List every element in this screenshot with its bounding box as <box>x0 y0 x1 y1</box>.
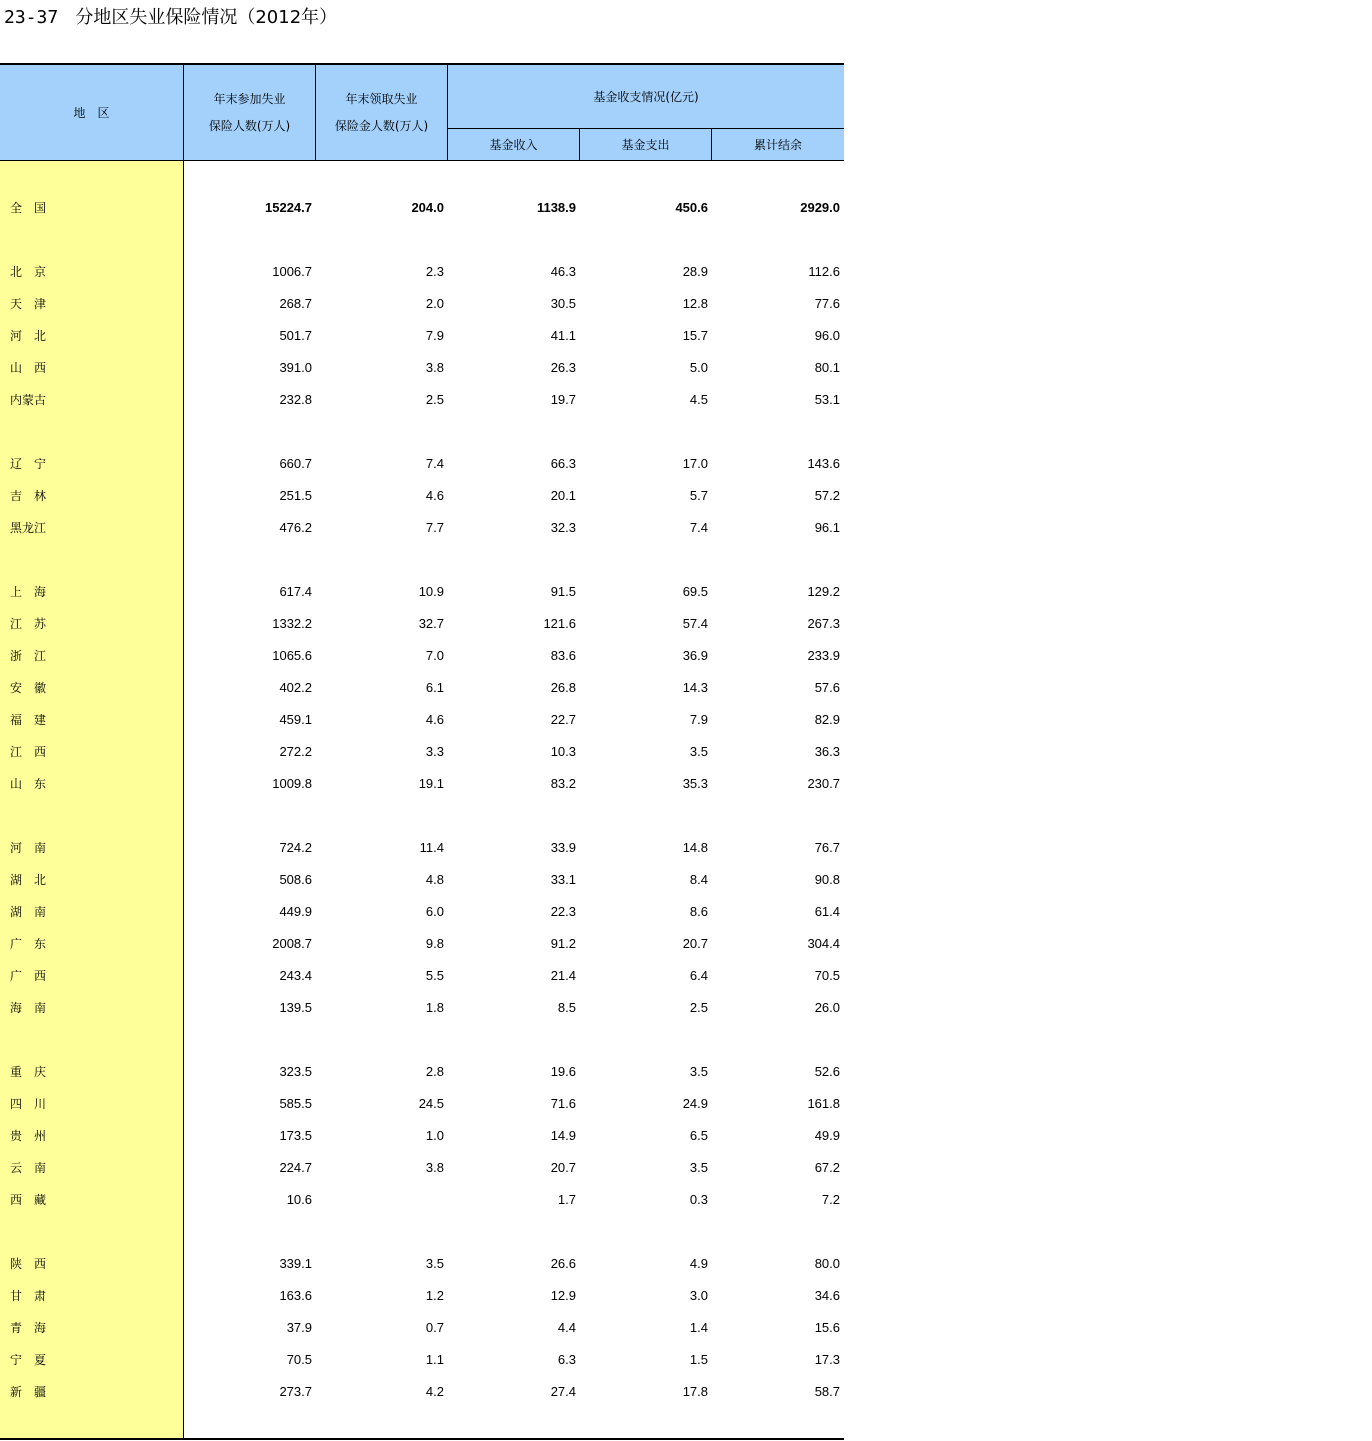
expense-cell: 8.6 <box>689 904 708 919</box>
balance-cell: 26.0 <box>814 1000 840 1015</box>
balance-cell: 49.9 <box>814 1128 840 1143</box>
insured-cell: 1065.6 <box>272 648 312 663</box>
header-region-label: 地 区 <box>73 106 110 120</box>
header-fund-group <box>448 65 844 128</box>
region-cell: 四 川 <box>10 1097 47 1111</box>
expense-cell: 5.0 <box>689 360 708 375</box>
table-row <box>0 896 844 928</box>
income-cell: 6.3 <box>557 1352 576 1367</box>
recipients-cell: 10.9 <box>418 584 444 599</box>
recipients-cell: 19.1 <box>418 776 444 791</box>
expense-cell: 1.5 <box>689 1352 708 1367</box>
balance-cell: 17.3 <box>814 1352 840 1367</box>
expense-cell: 5.7 <box>689 488 708 503</box>
insured-cell: 15224.7 <box>265 200 312 215</box>
expense-cell: 12.8 <box>682 296 708 311</box>
income-cell: 46.3 <box>550 264 576 279</box>
expense-cell: 28.9 <box>682 264 708 279</box>
balance-cell: 96.0 <box>814 328 840 343</box>
insured-cell: 163.6 <box>279 1288 312 1303</box>
income-cell: 20.7 <box>550 1160 576 1175</box>
insured-cell: 139.5 <box>279 1000 312 1015</box>
expense-cell: 0.3 <box>689 1192 708 1207</box>
insured-cell: 243.4 <box>279 968 312 983</box>
balance-cell: 76.7 <box>814 840 840 855</box>
expense-cell: 6.4 <box>689 968 708 983</box>
header-divider <box>711 128 712 160</box>
balance-cell: 96.1 <box>814 520 840 535</box>
recipients-cell: 3.5 <box>425 1256 444 1271</box>
expense-cell: 69.5 <box>682 584 708 599</box>
insured-cell: 224.7 <box>279 1160 312 1175</box>
recipients-cell: 2.5 <box>425 392 444 407</box>
balance-cell: 80.0 <box>814 1256 840 1271</box>
income-cell: 22.3 <box>550 904 576 919</box>
income-cell: 19.7 <box>550 392 576 407</box>
header-divider <box>315 65 316 160</box>
header-recipients-line2: 保险金人数(万人) <box>334 118 429 133</box>
region-cell: 安 徽 <box>10 681 47 695</box>
region-cell: 山 西 <box>10 361 47 375</box>
header-recipients-line1: 年末领取失业 <box>345 91 418 106</box>
header-divider <box>183 65 184 160</box>
header-fund-income <box>448 129 579 160</box>
balance-cell: 143.6 <box>807 456 840 471</box>
income-cell: 21.4 <box>550 968 576 983</box>
header-region <box>0 65 183 160</box>
balance-cell: 36.3 <box>814 744 840 759</box>
region-cell: 山 东 <box>10 777 47 791</box>
insured-cell: 1006.7 <box>272 264 312 279</box>
table-bottom-rule <box>0 1438 844 1440</box>
insured-cell: 268.7 <box>279 296 312 311</box>
recipients-cell: 4.8 <box>425 872 444 887</box>
recipients-cell: 11.4 <box>419 840 444 855</box>
expense-cell: 24.9 <box>682 1096 708 1111</box>
balance-cell: 77.6 <box>814 296 840 311</box>
expense-cell: 2.5 <box>689 1000 708 1015</box>
region-cell: 广 东 <box>10 937 47 951</box>
region-cell: 重 庆 <box>10 1065 47 1079</box>
recipients-cell: 0.7 <box>425 1320 444 1335</box>
region-cell: 河 南 <box>10 841 47 855</box>
region-cell: 新 疆 <box>10 1385 47 1399</box>
expense-cell: 17.8 <box>682 1384 708 1399</box>
insured-cell: 1332.2 <box>272 616 312 631</box>
recipients-cell: 2.0 <box>425 296 444 311</box>
income-cell: 30.5 <box>550 296 576 311</box>
income-cell: 1.7 <box>557 1192 576 1207</box>
balance-cell: 7.2 <box>821 1192 840 1207</box>
region-cell: 湖 北 <box>10 873 47 887</box>
region-cell: 湖 南 <box>10 905 47 919</box>
expense-cell: 4.9 <box>689 1256 708 1271</box>
region-cell: 全 国 <box>10 201 47 215</box>
expense-cell: 450.6 <box>675 200 708 215</box>
header-fund-group-label: 基金收支情况(亿元) <box>593 90 699 104</box>
balance-cell: 70.5 <box>814 968 840 983</box>
region-cell: 内蒙古 <box>10 393 47 407</box>
header-fund-balance-label: 累计结余 <box>753 138 802 152</box>
balance-cell: 230.7 <box>807 776 840 791</box>
table-row <box>0 1280 844 1312</box>
recipients-cell: 3.8 <box>425 360 444 375</box>
table-row <box>0 352 844 384</box>
region-cell: 甘 肃 <box>10 1289 47 1303</box>
table-row <box>0 1088 844 1120</box>
balance-cell: 52.6 <box>814 1064 840 1079</box>
header-insured-line1: 年末参加失业 <box>213 91 286 106</box>
region-cell: 福 建 <box>10 713 47 727</box>
balance-cell: 267.3 <box>807 616 840 631</box>
balance-cell: 233.9 <box>807 648 840 663</box>
table-row <box>0 992 844 1024</box>
recipients-cell: 1.1 <box>425 1352 444 1367</box>
table-row <box>0 832 844 864</box>
header-insured <box>184 65 315 160</box>
region-cell: 天 津 <box>10 297 47 311</box>
table-row <box>0 768 844 800</box>
insured-cell: 272.2 <box>279 744 312 759</box>
table-row <box>0 864 844 896</box>
table-row <box>0 1248 844 1280</box>
expense-cell: 7.9 <box>689 712 708 727</box>
expense-cell: 4.5 <box>689 392 708 407</box>
balance-cell: 80.1 <box>814 360 840 375</box>
table-row <box>0 1152 844 1184</box>
expense-cell: 17.0 <box>682 456 708 471</box>
income-cell: 32.3 <box>550 520 576 535</box>
expense-cell: 3.5 <box>689 1160 708 1175</box>
table-row <box>0 736 844 768</box>
table-row <box>0 576 844 608</box>
balance-cell: 57.2 <box>814 488 840 503</box>
expense-cell: 7.4 <box>689 520 708 535</box>
region-cell: 黑龙江 <box>10 521 47 535</box>
recipients-cell: 6.0 <box>425 904 444 919</box>
header-divider <box>447 65 448 160</box>
page-title <box>4 5 337 31</box>
region-cell: 海 南 <box>10 1001 47 1015</box>
region-cell: 河 北 <box>10 329 47 343</box>
income-cell: 26.3 <box>550 360 576 375</box>
insured-cell: 339.1 <box>279 1256 312 1271</box>
recipients-cell: 5.5 <box>425 968 444 983</box>
recipients-cell: 2.8 <box>425 1064 444 1079</box>
income-cell: 10.3 <box>550 744 576 759</box>
recipients-cell: 204.0 <box>411 200 444 215</box>
expense-cell: 15.7 <box>682 328 708 343</box>
table-row <box>0 1120 844 1152</box>
region-cell: 贵 州 <box>10 1129 47 1143</box>
table-row <box>0 1344 844 1376</box>
region-cell: 上 海 <box>10 585 47 599</box>
insured-cell: 232.8 <box>279 392 312 407</box>
region-cell: 云 南 <box>10 1161 47 1175</box>
income-cell: 27.4 <box>550 1384 576 1399</box>
recipients-cell: 6.1 <box>425 680 444 695</box>
income-cell: 20.1 <box>550 488 576 503</box>
recipients-cell: 4.6 <box>425 712 444 727</box>
balance-cell: 304.4 <box>807 936 840 951</box>
insured-cell: 2008.7 <box>272 936 312 951</box>
recipients-cell: 9.8 <box>425 936 444 951</box>
insured-cell: 251.5 <box>279 488 312 503</box>
insured-cell: 476.2 <box>279 520 312 535</box>
table-row <box>0 320 844 352</box>
header-divider <box>448 128 844 129</box>
insured-cell: 273.7 <box>279 1384 312 1399</box>
insured-cell: 37.9 <box>286 1320 312 1335</box>
header-fund-expense <box>580 129 711 160</box>
expense-cell: 3.5 <box>689 1064 708 1079</box>
recipients-cell: 7.9 <box>425 328 444 343</box>
table-row-total <box>0 192 844 224</box>
region-cell: 宁 夏 <box>10 1353 47 1367</box>
expense-cell: 1.4 <box>689 1320 708 1335</box>
region-cell: 青 海 <box>10 1321 47 1335</box>
expense-cell: 36.9 <box>682 648 708 663</box>
region-cell: 江 西 <box>10 745 47 759</box>
table-title: 分地区失业保险情况（2012年） <box>75 7 338 28</box>
balance-cell: 57.6 <box>814 680 840 695</box>
recipients-cell: 1.0 <box>425 1128 444 1143</box>
income-cell: 83.2 <box>550 776 576 791</box>
expense-cell: 3.0 <box>689 1288 708 1303</box>
balance-cell: 82.9 <box>814 712 840 727</box>
header-fund-balance <box>712 129 844 160</box>
table-row <box>0 1312 844 1344</box>
balance-cell: 58.7 <box>814 1384 840 1399</box>
expense-cell: 3.5 <box>689 744 708 759</box>
table-row <box>0 448 844 480</box>
header-fund-income-label: 基金收入 <box>489 138 538 152</box>
income-cell: 71.6 <box>550 1096 576 1111</box>
recipients-cell: 32.7 <box>418 616 444 631</box>
income-cell: 1138.9 <box>536 200 576 215</box>
income-cell: 14.9 <box>550 1128 576 1143</box>
region-cell: 吉 林 <box>10 489 47 503</box>
header-recipients <box>316 65 447 160</box>
balance-cell: 53.1 <box>814 392 840 407</box>
insured-cell: 173.5 <box>279 1128 312 1143</box>
header-fund-expense-label: 基金支出 <box>621 138 670 152</box>
region-cell: 西 藏 <box>10 1193 47 1207</box>
region-cell: 北 京 <box>10 265 47 279</box>
recipients-cell: 3.8 <box>425 1160 444 1175</box>
recipients-cell: 7.7 <box>425 520 444 535</box>
region-cell: 辽 宁 <box>10 457 47 471</box>
insured-cell: 660.7 <box>279 456 312 471</box>
table-row <box>0 384 844 416</box>
income-cell: 91.2 <box>550 936 576 951</box>
income-cell: 22.7 <box>550 712 576 727</box>
expense-cell: 20.7 <box>682 936 708 951</box>
recipients-cell: 2.3 <box>425 264 444 279</box>
recipients-cell: 1.8 <box>425 1000 444 1015</box>
income-cell: 12.9 <box>550 1288 576 1303</box>
recipients-cell: 7.0 <box>425 648 444 663</box>
table-row <box>0 512 844 544</box>
insured-cell: 449.9 <box>279 904 312 919</box>
income-cell: 26.6 <box>550 1256 576 1271</box>
balance-cell: 34.6 <box>814 1288 840 1303</box>
expense-cell: 6.5 <box>689 1128 708 1143</box>
table-row <box>0 1056 844 1088</box>
insured-cell: 508.6 <box>279 872 312 887</box>
income-cell: 121.6 <box>543 616 576 631</box>
income-cell: 41.1 <box>550 328 576 343</box>
balance-cell: 161.8 <box>807 1096 840 1111</box>
balance-cell: 61.4 <box>814 904 840 919</box>
recipients-cell: 1.2 <box>425 1288 444 1303</box>
table-row <box>0 960 844 992</box>
table-row <box>0 640 844 672</box>
table-row <box>0 608 844 640</box>
table-number: 23-37 <box>4 7 59 28</box>
table-row <box>0 1376 844 1408</box>
table-row <box>0 672 844 704</box>
income-cell: 8.5 <box>557 1000 576 1015</box>
table-row <box>0 1184 844 1216</box>
insured-cell: 724.2 <box>279 840 312 855</box>
expense-cell: 14.8 <box>682 840 708 855</box>
expense-cell: 8.4 <box>689 872 708 887</box>
balance-cell: 2929.0 <box>800 200 840 215</box>
expense-cell: 57.4 <box>682 616 708 631</box>
region-cell: 广 西 <box>10 969 47 983</box>
table-row <box>0 480 844 512</box>
income-cell: 66.3 <box>550 456 576 471</box>
insured-cell: 617.4 <box>279 584 312 599</box>
region-cell: 江 苏 <box>10 617 47 631</box>
table-row <box>0 256 844 288</box>
insured-cell: 70.5 <box>286 1352 312 1367</box>
header-insured-line2: 保险人数(万人) <box>208 118 291 133</box>
recipients-cell: 7.4 <box>425 456 444 471</box>
insured-cell: 402.2 <box>279 680 312 695</box>
balance-cell: 129.2 <box>807 584 840 599</box>
recipients-cell: 4.6 <box>425 488 444 503</box>
income-cell: 19.6 <box>550 1064 576 1079</box>
table-row <box>0 928 844 960</box>
region-cell: 浙 江 <box>10 649 47 663</box>
recipients-cell: 3.3 <box>425 744 444 759</box>
income-cell: 83.6 <box>550 648 576 663</box>
balance-cell: 112.6 <box>808 264 840 279</box>
balance-cell: 90.8 <box>814 872 840 887</box>
insured-cell: 459.1 <box>279 712 312 727</box>
insured-cell: 323.5 <box>279 1064 312 1079</box>
insured-cell: 501.7 <box>279 328 312 343</box>
expense-cell: 35.3 <box>682 776 708 791</box>
recipients-cell: 4.2 <box>425 1384 444 1399</box>
income-cell: 33.1 <box>550 872 576 887</box>
table-row <box>0 704 844 736</box>
insured-cell: 1009.8 <box>272 776 312 791</box>
recipients-cell: 24.5 <box>418 1096 444 1111</box>
income-cell: 4.4 <box>557 1320 576 1335</box>
balance-cell: 67.2 <box>814 1160 840 1175</box>
insured-cell: 10.6 <box>286 1192 312 1207</box>
header-divider <box>579 128 580 160</box>
expense-cell: 14.3 <box>682 680 708 695</box>
region-cell: 陕 西 <box>10 1257 47 1271</box>
insured-cell: 391.0 <box>279 360 312 375</box>
income-cell: 91.5 <box>550 584 576 599</box>
income-cell: 26.8 <box>550 680 576 695</box>
insured-cell: 585.5 <box>279 1096 312 1111</box>
income-cell: 33.9 <box>550 840 576 855</box>
table-row <box>0 288 844 320</box>
balance-cell: 15.6 <box>814 1320 840 1335</box>
